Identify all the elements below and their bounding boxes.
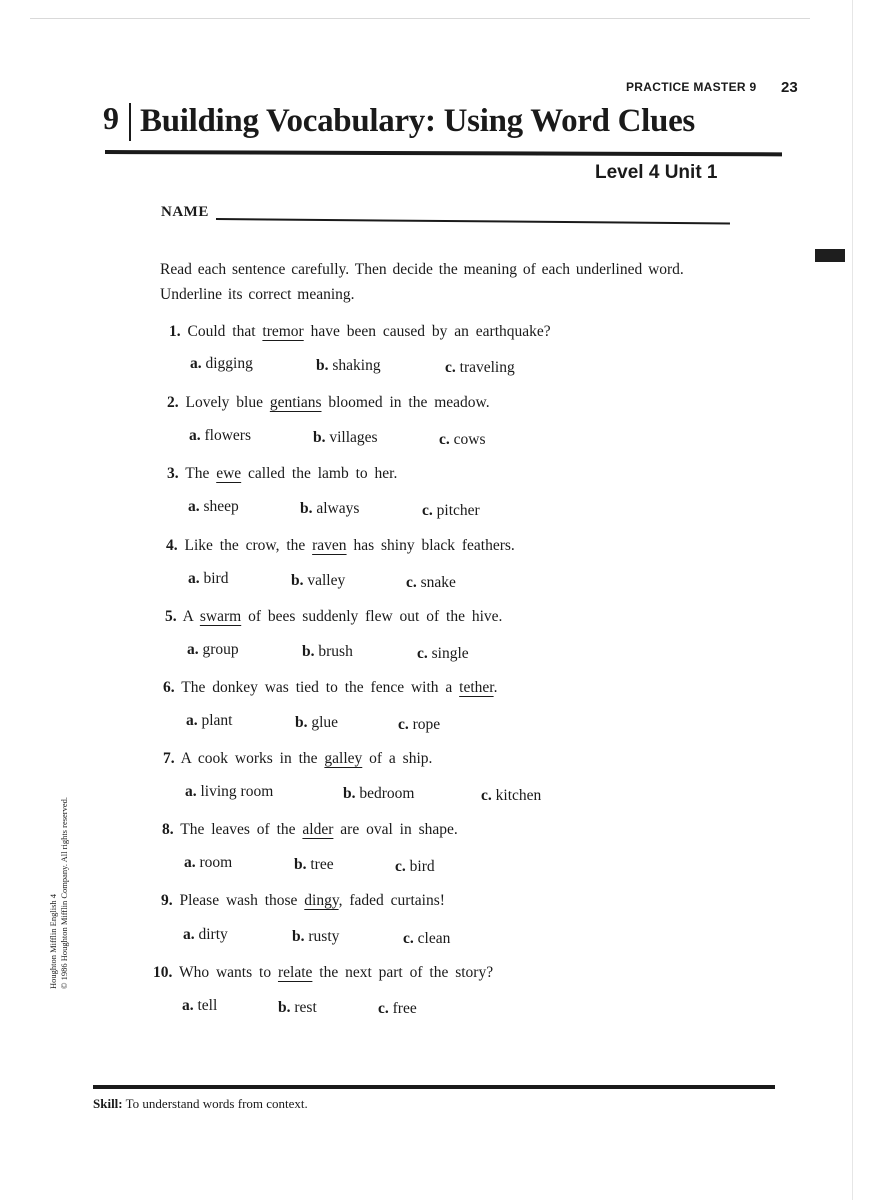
- option-b[interactable]: b. glue: [295, 714, 339, 731]
- underlined-word: alder: [302, 821, 334, 838]
- question-number: 7.: [163, 750, 175, 767]
- underlined-word: gentians: [269, 394, 322, 411]
- question-text: A: [182, 608, 200, 625]
- footer-rule: [93, 1085, 775, 1089]
- question-4: [166, 537, 515, 555]
- question-number: 1.: [169, 323, 181, 340]
- skill-label: Skill:: [93, 1096, 123, 1111]
- option-b[interactable]: b. always: [300, 500, 360, 517]
- option-c[interactable]: c. cows: [439, 431, 486, 448]
- option-c[interactable]: c. traveling: [445, 359, 515, 376]
- option-b[interactable]: b. valley: [291, 572, 346, 589]
- lesson-number: 9: [103, 100, 119, 136]
- underlined-word: ewe: [216, 465, 242, 482]
- title-divider: [129, 103, 131, 141]
- option-a[interactable]: a. group: [187, 641, 239, 658]
- option-c[interactable]: c. bird: [395, 858, 435, 875]
- scan-top-edge: [30, 18, 810, 19]
- option-b[interactable]: b. shaking: [316, 357, 381, 374]
- option-a[interactable]: a. sheep: [188, 498, 239, 515]
- question-text: .: [493, 679, 498, 696]
- question-text: Like the crow, the: [184, 537, 313, 554]
- option-c[interactable]: c. pitcher: [422, 502, 480, 519]
- copyright-line-2: © 1986 Houghton Mifflin Company. All rights reserved.: [59, 796, 69, 989]
- underlined-word: tether: [459, 679, 494, 696]
- question-number: 6.: [163, 679, 175, 696]
- name-label: NAME: [161, 204, 209, 220]
- option-c[interactable]: c. kitchen: [481, 787, 542, 804]
- underlined-word: galley: [324, 750, 363, 767]
- copyright-line-1: Houghton Mifflin English 4: [48, 894, 58, 989]
- question-number: 5.: [165, 608, 177, 625]
- question-text: The: [185, 465, 217, 482]
- option-c[interactable]: c. free: [378, 1000, 417, 1017]
- question-5: [165, 608, 502, 626]
- option-c[interactable]: c. snake: [406, 574, 456, 591]
- title-rule: [105, 150, 782, 156]
- practice-master-label: PRACTICE MASTER 9: [626, 80, 757, 94]
- instructions: Read each sentence carefully. Then decide the meaning of each underlined word. Underline its correct meaning.: [160, 261, 684, 303]
- question-text: have been caused by an earthquake?: [303, 323, 551, 340]
- skill-note: [93, 1096, 308, 1112]
- option-c[interactable]: c. single: [417, 645, 469, 662]
- question-number: 9.: [161, 892, 173, 909]
- question-number: 10.: [153, 964, 173, 981]
- question-text: bloomed in the meadow.: [321, 394, 490, 411]
- question-7: [163, 750, 432, 768]
- question-number: 4.: [166, 537, 178, 554]
- option-a[interactable]: a. living room: [185, 783, 274, 800]
- question-text: of bees suddenly flew out of the hive.: [241, 608, 503, 625]
- underlined-word: swarm: [199, 608, 242, 625]
- option-a[interactable]: a. dirty: [183, 926, 228, 943]
- option-b[interactable]: b. villages: [313, 429, 378, 446]
- level-label: Level 4 Unit 1: [595, 162, 718, 183]
- question-number: 8.: [162, 821, 174, 838]
- question-text: are oval in shape.: [333, 821, 458, 838]
- question-text: Could that: [187, 323, 263, 340]
- option-b[interactable]: b. rusty: [292, 928, 340, 945]
- question-8: [162, 821, 458, 839]
- page-number: 23: [781, 79, 798, 96]
- option-a[interactable]: a. digging: [190, 355, 253, 372]
- question-text: The donkey was tied to the fence with a: [181, 679, 460, 696]
- question-text: of a ship.: [362, 750, 433, 767]
- question-text: , faded curtains!: [338, 892, 445, 909]
- underlined-word: tremor: [262, 323, 304, 340]
- question-6: [163, 679, 497, 697]
- question-text: Lovely blue: [185, 394, 270, 411]
- page-title: Building Vocabulary: Using Word Clues: [140, 103, 695, 139]
- option-b[interactable]: b. brush: [302, 643, 353, 660]
- copyright-note: [48, 797, 70, 989]
- scan-right-edge: [852, 0, 853, 1200]
- option-a[interactable]: a. room: [184, 854, 233, 871]
- edge-tab-mark: [815, 249, 845, 262]
- question-text: Please wash those: [179, 892, 305, 909]
- option-b[interactable]: b. bedroom: [343, 785, 415, 802]
- underlined-word: relate: [277, 964, 313, 981]
- name-field[interactable]: [216, 218, 730, 224]
- question-3: [167, 465, 397, 483]
- question-2: [167, 394, 490, 412]
- question-text: has shiny black feathers.: [346, 537, 515, 554]
- option-c[interactable]: c. clean: [403, 930, 451, 947]
- question-text: called the lamb to her.: [241, 465, 398, 482]
- skill-text: To understand words from context.: [125, 1096, 308, 1111]
- question-text: the next part of the story?: [312, 964, 494, 981]
- question-text: A cook works in the: [180, 750, 325, 767]
- option-a[interactable]: a. flowers: [189, 427, 251, 444]
- question-9: [161, 892, 445, 910]
- option-a[interactable]: a. tell: [182, 997, 218, 1014]
- question-number: 2.: [167, 394, 179, 411]
- question-text: The leaves of the: [180, 821, 303, 838]
- underlined-word: raven: [312, 537, 347, 554]
- option-a[interactable]: a. plant: [186, 712, 233, 729]
- option-b[interactable]: b. tree: [294, 856, 334, 873]
- option-a[interactable]: a. bird: [188, 570, 229, 587]
- question-text: Who wants to: [178, 964, 278, 981]
- question-number: 3.: [167, 465, 179, 482]
- underlined-word: dingy: [304, 892, 339, 909]
- question-10: [153, 964, 493, 982]
- option-b[interactable]: b. rest: [278, 999, 317, 1016]
- question-1: [169, 323, 551, 341]
- option-c[interactable]: c. rope: [398, 716, 441, 733]
